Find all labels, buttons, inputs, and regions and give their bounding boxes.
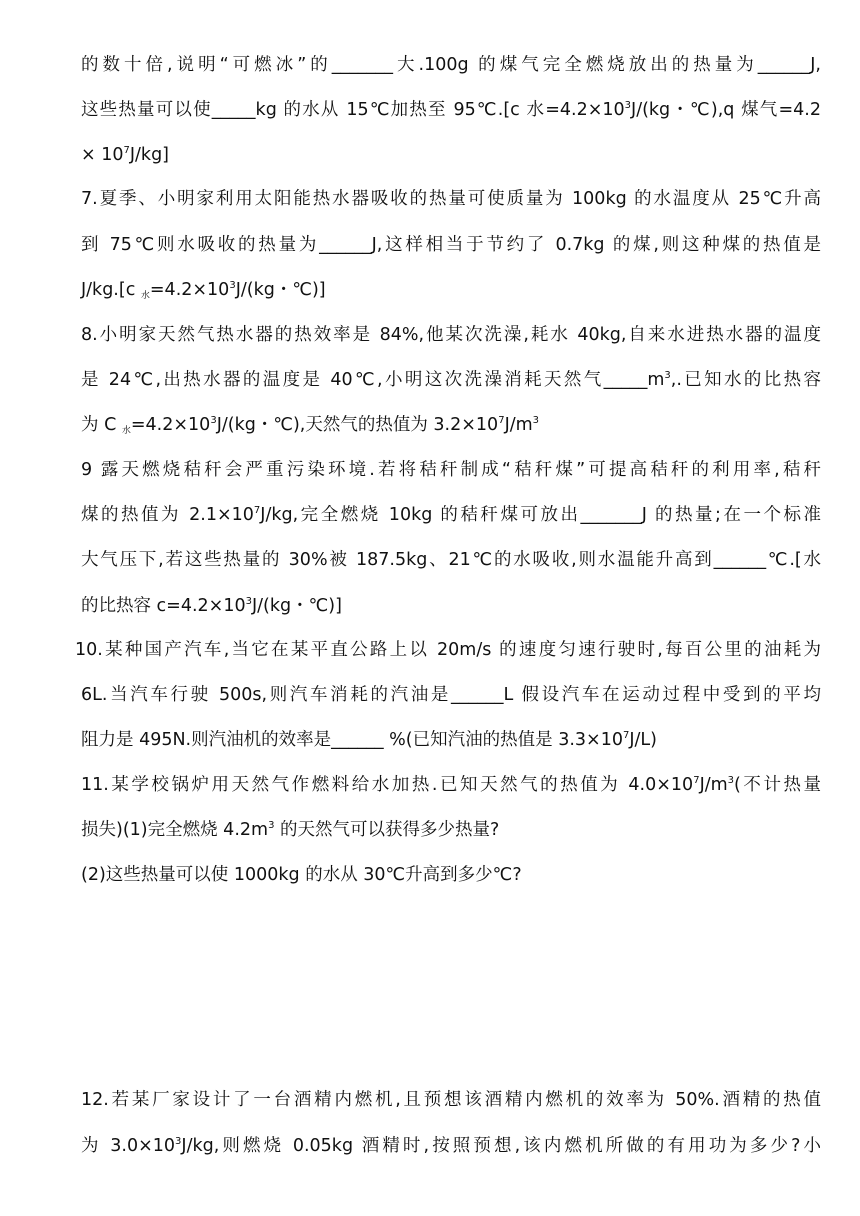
question-11-line-3: (2)这些热量可以使 1000kg 的水从 30℃升高到多少℃?	[81, 865, 522, 885]
question-10-line-2: 6L.当汽车行驶 500s,则汽车消耗的汽油是______L 假设汽车在运动过程中受到的平均	[81, 685, 821, 705]
question-11-line-1: 11.某学校锅炉用天然气作燃料给水加热.已知天然气的热值为 $4.0\times 10^7J/m^3$(不计热量	[81, 775, 822, 795]
question-9-line-2: 煤的热值为 $2.1\times 10^7J/kg$,完全燃烧 10kg 的秸秆煤可放出_______J 的热量;在一个标准	[81, 505, 821, 525]
question-10-line-3: 阻力是 495N.则汽油机的效率是______ %(已知汽油的热值是 $3.3\times 10^7J/L$)	[81, 730, 657, 750]
question-8-line-2: 是 24℃,出热水器的温度是 40℃,小明这次洗澡消耗天然气$\_\_\_\_\_m^3$,.已知水的比热容	[81, 370, 822, 390]
question-10-line-1: 10.某种国产汽车,当它在某平直公路上以 20m/s 的速度匀速行驶时,每百公里的油耗为	[75, 640, 821, 660]
text-line-3: × $10^7J/kg$]	[81, 145, 170, 165]
question-9-line-4: 的比热容 $c=4.2\times 10^3J/(kg$・℃)]	[81, 596, 342, 616]
question-7-line-1: 7.夏季、小明家利用太阳能热水器吸收的热量可使质量为 100kg 的水温度从 25℃升高	[81, 189, 821, 209]
question-8-line-3: 为 C $_水=4.2\times 10^3J/(kg$・℃),天然气的热值为 $3.2\times 10^7J/m^3$	[81, 415, 540, 436]
question-12-line-2: 为 $3.0\times 10^3J/kg$,则燃烧 0.05kg 酒精时,按照预想,该内燃机所做的有用功为多少?小	[81, 1136, 821, 1156]
question-8-line-1: 8.小明家天然气热水器的热效率是 84%,他某次洗澡,耗水 40kg,自来水进热水器的温度	[81, 325, 821, 345]
text-line-2: 这些热量可以使_____kg 的水从 15℃加热至 95℃.[c 水$=4.2\times 10^3J/(kg$・℃),q 煤气=4.2	[81, 100, 821, 120]
question-7-line-2: 到 75℃则水吸收的热量为______J,这样相当于节约了 0.7kg 的煤,则这种煤的热值是	[81, 235, 821, 255]
question-11-line-2: 损失)(1)完全燃烧 $4.2m^3$ 的天然气可以获得多少热量?	[81, 820, 500, 840]
question-9-line-3: 大气压下,若这些热量的 30%被 187.5kg、21℃的水吸收,则水温能升高到______℃.[水	[81, 550, 821, 570]
question-9-line-1: 9 露天燃烧秸秆会严重污染环境.若将秸秆制成“秸秆煤”可提高秸秆的利用率,秸秆	[81, 460, 821, 480]
text-line-1: 的数十倍,说明“可燃冰”的_______大.100g 的煤气完全燃烧放出的热量为______J,	[81, 55, 821, 75]
question-12-line-1: 12.若某厂家设计了一台酒精内燃机,且预想该酒精内燃机的效率为 50%.酒精的热值	[81, 1090, 821, 1110]
question-7-line-3: J/kg.[c $_水=4.2\times 10^3J/(kg$・℃)]	[81, 280, 326, 301]
